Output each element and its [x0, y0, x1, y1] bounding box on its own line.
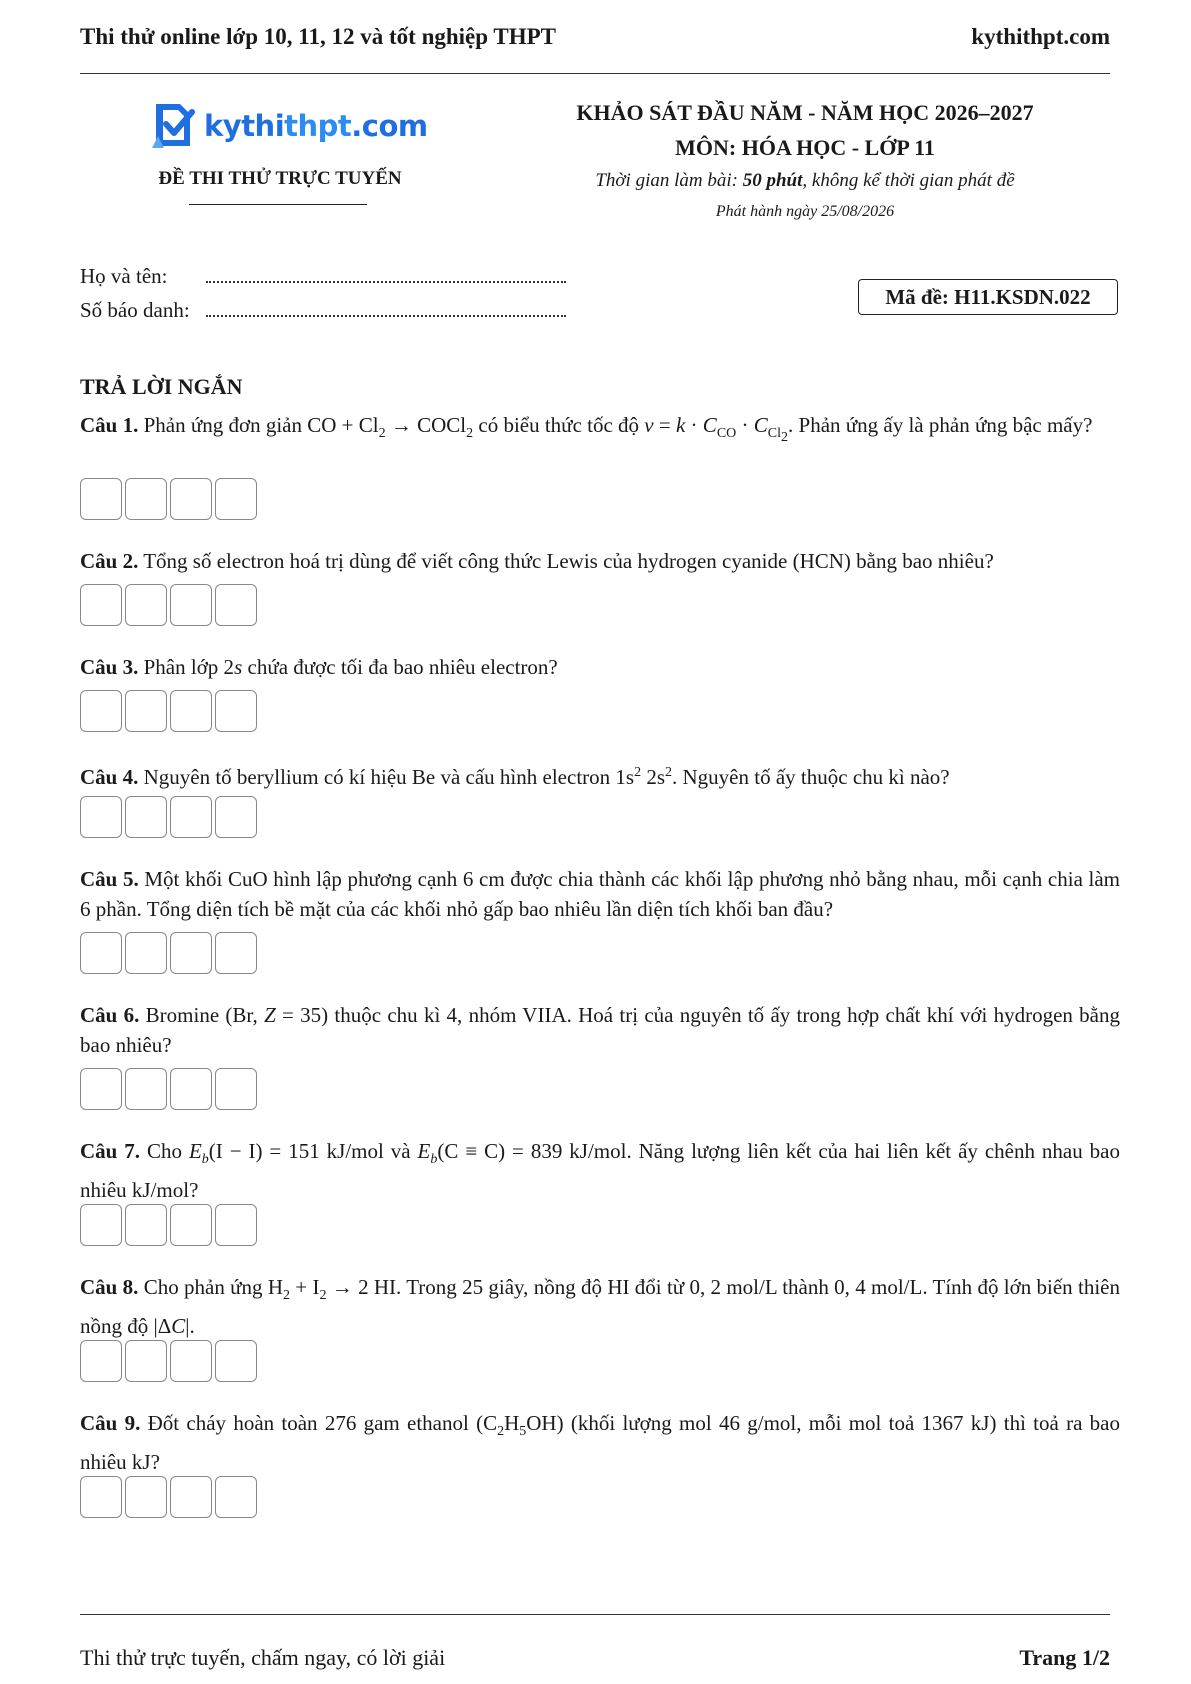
question-text: Một khối CuO hình lập phương cạnh 6 cm được chia thành các khối lập phương nhỏ bằng nhau, mỗi cạnh chia làm 6 phần. Tổng diện tích bề mặt của các khối nhỏ gấp bao nhiêu lần diện tích khối ban đầu?	[80, 867, 1121, 921]
logo-text-thpt: thpt	[284, 109, 352, 143]
answer-box[interactable]	[215, 1068, 257, 1110]
student-id-field[interactable]	[206, 303, 566, 317]
answer-box[interactable]	[125, 1204, 167, 1246]
answer-boxes-6	[80, 1068, 257, 1110]
answer-boxes-4	[80, 796, 257, 838]
question-label: Câu 3.	[80, 655, 139, 679]
subtitle-underline	[189, 204, 367, 205]
answer-boxes-8	[80, 1340, 257, 1382]
answer-box[interactable]	[80, 478, 122, 520]
exam-duration: Thời gian làm bài: 50 phút, không kể thời gian phát đề	[595, 170, 1015, 191]
checkmark-document-icon	[150, 100, 200, 152]
answer-box[interactable]	[125, 796, 167, 838]
question-1: Câu 1. Phản ứng đơn giản CO + $Cl_2$ → COCl$_2$ có biểu thức tốc độ $v = k \cdot C_{CO} \cdot C_{Cl_2}$. Phản ứng ấy là phản ứng bậc mấy?	[80, 413, 1093, 445]
answer-box[interactable]	[125, 1340, 167, 1382]
site-logo[interactable]	[150, 100, 428, 152]
answer-box[interactable]	[125, 478, 167, 520]
answer-boxes-2	[80, 584, 257, 626]
page-header	[80, 22, 1110, 52]
answer-box[interactable]	[125, 690, 167, 732]
question-label: Câu 4.	[80, 765, 139, 789]
question-9: Câu 9. Đốt cháy hoàn toàn 276 gam ethanol $(C_2H_5OH)$ (khối lượng mol 46 g/mol, mỗi mol toả 1367 kJ) thì toả ra bao nhiêu kJ?	[80, 1411, 1120, 1475]
answer-box[interactable]	[170, 1068, 212, 1110]
question-3: Câu 3. Phân lớp 2s chứa được tối đa bao nhiêu electron?	[80, 655, 558, 679]
answer-box[interactable]	[215, 584, 257, 626]
exam-subject: MÔN: HÓA HỌC - LỚP 11	[675, 135, 935, 160]
answer-box[interactable]	[80, 1068, 122, 1110]
question-label: Câu 5.	[80, 867, 139, 891]
question-label: Câu 6.	[80, 1003, 140, 1027]
answer-box[interactable]	[170, 1340, 212, 1382]
logo-text-kythi: kythi	[204, 109, 285, 143]
answer-boxes-9	[80, 1476, 257, 1518]
answer-box[interactable]	[170, 584, 212, 626]
question-2	[80, 546, 1120, 576]
question-label: Câu 8.	[80, 1275, 139, 1299]
answer-box[interactable]	[215, 1340, 257, 1382]
answer-boxes-5	[80, 932, 257, 974]
answer-box[interactable]	[215, 690, 257, 732]
name-label: Họ và tên:	[80, 264, 168, 288]
answer-box[interactable]	[80, 690, 122, 732]
answer-box[interactable]	[125, 1476, 167, 1518]
question-label: Câu 9.	[80, 1411, 141, 1435]
question-label: Câu 2.	[80, 549, 139, 573]
header-site-link[interactable]: kythithpt.com	[971, 24, 1110, 49]
question-text: Tổng số electron hoá trị dùng để viết công thức Lewis của hydrogen cyanide (HCN) bằng bao nhiêu?	[143, 549, 994, 573]
answer-box[interactable]	[125, 584, 167, 626]
answer-box[interactable]	[170, 932, 212, 974]
question-7: Câu 7. Cho $E_b(I - I) = 151$ kJ/mol và $E_b(C \equiv C) = 839$ kJ/mol. Năng lượng liên kết của hai liên kết ấy chênh nhau bao nhiêu kJ/mol?	[80, 1139, 1121, 1203]
exam-release-date: Phát hành ngày 25/08/2026	[715, 203, 895, 220]
answer-box[interactable]	[125, 1068, 167, 1110]
question-4: Câu 4. Nguyên tố beryllium có kí hiệu Be và cấu hình electron $1s^2$ $2s^2$. Nguyên tố ấy thuộc chu kì nào?	[80, 765, 950, 789]
answer-box[interactable]	[80, 1204, 122, 1246]
page-number: Trang 1/2	[1019, 1645, 1110, 1670]
page-footer	[80, 1645, 1110, 1671]
question-8: Câu 8. Cho phản ứng $H_2 + I_2 \to 2$ HI. Trong 25 giây, nồng độ HI đổi từ 0, 2 mol/L thành 0, 4 mol/L. Tính độ lớn biến thiên nồng độ |ΔC|.	[80, 1275, 1120, 1339]
exam-title: KHẢO SÁT ĐẦU NĂM - NĂM HỌC 2026–2027	[576, 100, 1034, 125]
student-id-label: Số báo danh:	[80, 298, 190, 322]
footer-tagline: Thi thử trực tuyến, chấm ngay, có lời giải	[80, 1645, 446, 1670]
answer-box[interactable]	[80, 1340, 122, 1382]
answer-box[interactable]	[170, 478, 212, 520]
question-label: Câu 7.	[80, 1139, 141, 1163]
answer-box[interactable]	[215, 1204, 257, 1246]
answer-box[interactable]	[80, 1476, 122, 1518]
exam-code: Mã đề: H11.KSDN.022	[858, 279, 1118, 315]
online-exam-subtitle: ĐỀ THI THỬ TRỰC TUYẾN	[158, 168, 402, 189]
answer-boxes-7	[80, 1204, 257, 1246]
answer-box[interactable]	[170, 1204, 212, 1246]
header-divider	[80, 73, 1110, 74]
footer-divider	[80, 1614, 1110, 1615]
question-6: Câu 6. Bromine (Br, Z = 35) thuộc chu kì 4, nhóm VIIA. Hoá trị của nguyên tố ấy trong hợp chất khí với hydrogen bằng bao nhiêu?	[80, 1003, 1120, 1057]
answer-box[interactable]	[170, 1476, 212, 1518]
answer-box[interactable]	[215, 796, 257, 838]
answer-box[interactable]	[125, 932, 167, 974]
exam-heading	[540, 96, 1070, 228]
answer-box[interactable]	[215, 478, 257, 520]
section-title: TRẢ LỜI NGẮN	[80, 374, 243, 399]
header-left-text: Thi thử online lớp 10, 11, 12 và tốt nghiệp THPT	[80, 24, 556, 49]
logo-text-com: .com	[351, 109, 428, 143]
answer-box[interactable]	[170, 690, 212, 732]
answer-box[interactable]	[80, 796, 122, 838]
answer-box[interactable]	[215, 1476, 257, 1518]
answer-box[interactable]	[80, 932, 122, 974]
question-label: Câu 1.	[80, 413, 139, 437]
answer-box[interactable]	[215, 932, 257, 974]
student-info	[80, 264, 566, 332]
name-field[interactable]	[206, 269, 566, 283]
answer-box[interactable]	[170, 796, 212, 838]
answer-boxes-1	[80, 478, 257, 520]
answer-boxes-3	[80, 690, 257, 732]
question-5	[80, 864, 1120, 924]
answer-box[interactable]	[80, 584, 122, 626]
